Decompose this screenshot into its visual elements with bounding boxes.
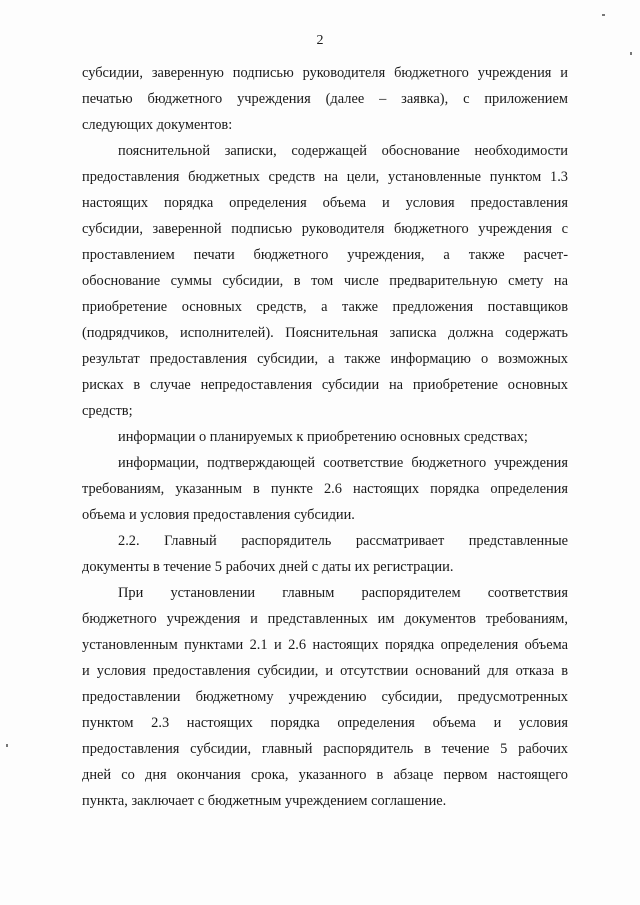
scan-mark-left-edge	[6, 744, 8, 747]
text-line: пункта, заключает с бюджетным учреждением соглашение.	[82, 793, 447, 809]
text-line: средств;	[82, 403, 133, 419]
text-line: (подрядчиков, исполнителей). Пояснительная записка должна содержать	[82, 325, 568, 341]
text-line: рисках в случае непредоставления субсидии на приобретение основных	[82, 377, 568, 393]
text-line: предоставления субсидии, главный распорядитель в течение 5 рабочих	[82, 741, 568, 757]
body-text	[82, 60, 568, 814]
text-line: информации, подтверждающей соответствие бюджетного учреждения	[118, 455, 568, 471]
text-line: предоставлении бюджетному учреждению субсидии, предусмотренных	[82, 689, 568, 705]
text-line: требованиям, указанным в пункте 2.6 настоящих порядка определения	[82, 481, 568, 497]
text-line: печатью бюджетного учреждения (далее – заявка), с приложением	[82, 91, 568, 107]
text-line: результат предоставления субсидии, а также информацию о возможных	[82, 351, 568, 367]
text-line: настоящих порядка определения объема и условия предоставления	[82, 195, 568, 211]
text-line: пунктом 2.3 настоящих порядка определения объема и условия	[82, 715, 568, 731]
text-line: приобретение основных средств, а также предложения поставщиков	[82, 299, 568, 315]
text-line: При установлении главным распорядителем соответствия	[118, 585, 568, 601]
text-line: субсидии, заверенную подписью руководителя бюджетного учреждения и	[82, 65, 568, 81]
text-line: бюджетного учреждения и представленных им документов требованиям,	[82, 611, 568, 627]
paragraph	[82, 138, 568, 424]
page-number: 2	[316, 33, 324, 48]
text-line: проставлением печати бюджетного учреждения, а также расчет-	[82, 247, 568, 263]
text-line: установленным пунктами 2.1 и 2.6 настоящих порядка определения объема	[82, 637, 568, 653]
text-line: информации о планируемых к приобретению основных средствах;	[118, 429, 528, 445]
paragraph	[82, 528, 568, 580]
scan-mark-top-right	[602, 14, 605, 16]
text-line: обоснование суммы субсидии, в том числе предварительную смету на	[82, 273, 568, 289]
paragraph	[82, 450, 568, 528]
text-line: предоставления бюджетных средств на цели, установленные пунктом 1.3	[82, 169, 568, 185]
paragraph	[82, 580, 568, 814]
text-line: следующих документов:	[82, 117, 233, 133]
text-line: объема и условия предоставления субсидии.	[82, 507, 355, 523]
text-line: и условия предоставления субсидии, и отсутствии оснований для отказа в	[82, 663, 568, 679]
paragraph	[82, 60, 568, 138]
text-line: дней со дня окончания срока, указанного в абзаце первом настоящего	[82, 767, 568, 783]
text-line: субсидии, заверенной подписью руководителя бюджетного учреждения с	[82, 221, 568, 237]
text-line: документы в течение 5 рабочих дней с даты их регистрации.	[82, 559, 454, 575]
text-line: пояснительной записки, содержащей обоснование необходимости	[118, 143, 568, 159]
text-line: 2.2. Главный распорядитель рассматривает представленные	[118, 533, 568, 549]
paragraph	[82, 424, 568, 450]
scan-mark-right-edge	[630, 52, 632, 55]
